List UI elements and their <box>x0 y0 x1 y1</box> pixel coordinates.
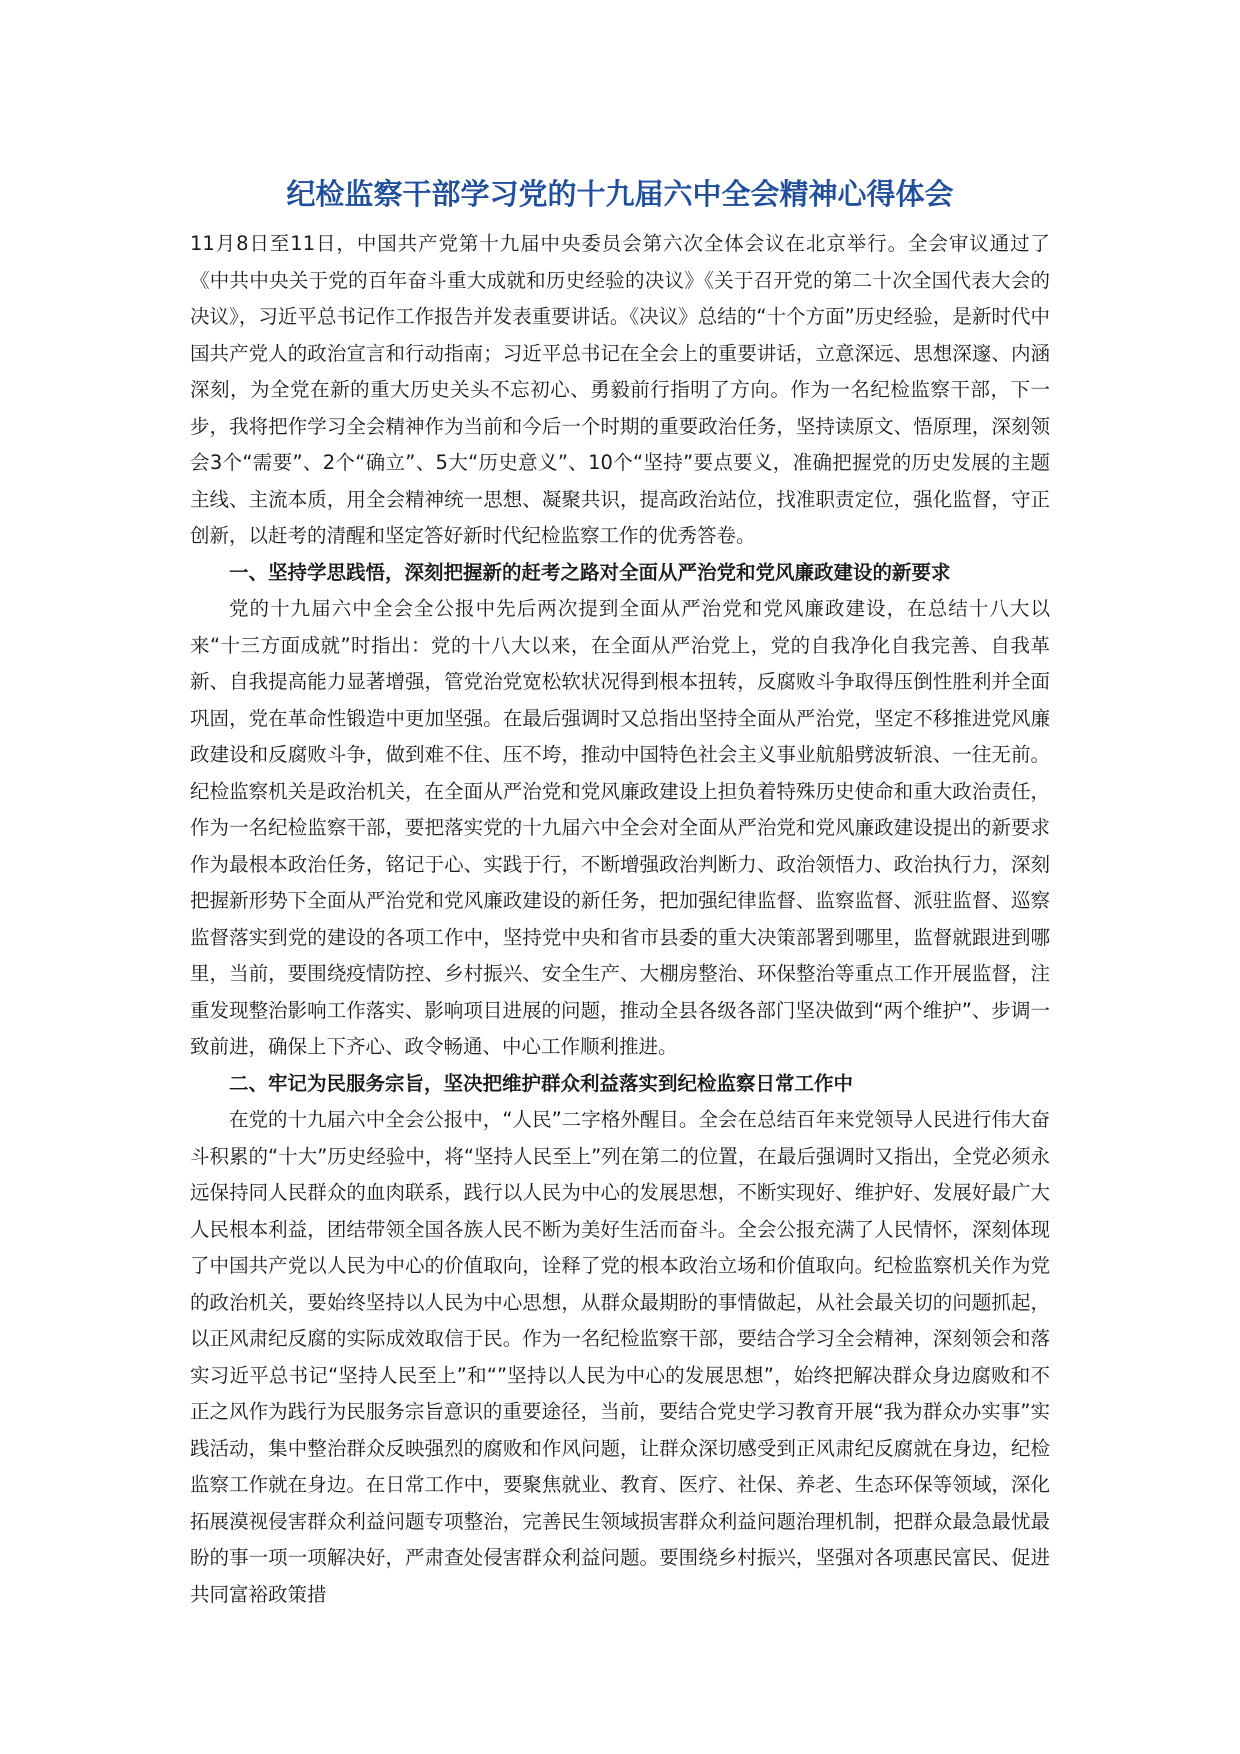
section-1-heading: 一、坚持学思践悟，深刻把握新的赶考之路对全面从严治党和党风廉政建设的新要求 <box>229 560 951 584</box>
section-2-heading: 二、牢记为民服务宗旨，坚决把维护群众利益落实到纪检监察日常工作中 <box>229 1071 854 1095</box>
document-title: 纪检监察干部学习党的十九届六中全会精神心得体会 <box>286 177 954 211</box>
intro-paragraph: 11月8日至11日，中国共产党第十九届中央委员会第六次全体会议在北京举行。全会审议通过了《中共中央关于党的百年奋斗重大成就和历史经验的决议》《关于召开党的第二十次全国代表大会的决议》，习近平总书记作工作报告并发表重要讲话。《决议》总结的“十个方面”历史经验，是新时代中国共产党人的政治宣言和行动指南；习近平总书记在全会上的重要讲话，立意深远、思想深邃、内涵深刻，为全党在新的重大历史关头不忘初心、勇毅前行指明了方向。作为一名纪检监察干部，下一步，我将把作学习全会精神作为当前和今后一个时期的重要政治任务，坚持读原文、悟原理，深刻领会3个“需要”、2个“确立”、5大“历史意义”、10个“坚持”要点要义，准确把握党的历史发展的主题主线、主流本质，用全会精神统一思想、凝聚共识，提高政治站位，找准职责定位，强化监督，守正创新，以赶考的清醒和坚定答好新时代纪检监察工作的优秀答卷。 <box>190 232 1050 547</box>
section-1-paragraph: 党的十九届六中全会全公报中先后两次提到全面从严治党和党风廉政建设，在总结十八大以来“十三方面成就”时指出：党的十八大以来，在全面从严治党上，党的自我净化自我完善、自我革新、自我提高能力显著增强，管党治党宽松软状况得到根本扭转，反腐败斗争取得压倒性胜利并全面巩固，党在革命性锻造中更加坚强。在最后强调时又总指出坚持全面从严治党，坚定不移推进党风廉政建设和反腐败斗争，做到难不住、压不垮，推动中国特色社会主义事业航船劈波斩浪、一往无前。纪检监察机关是政治机关，在全面从严治党和党风廉政建设上担负着特殊历史使命和重大政治责任，作为一名纪检监察干部，要把落实党的十九届六中全会对全面从严治党和党风廉政建设提出的新要求作为最根本政治任务，铭记于心、实践于行，不断增强政治判断力、政治领悟力、政治执行力，深刻把握新形势下全面从严治党和党风廉政建设的新任务，把加强纪律监督、监察监督、派驻监督、巡察监督落实到党的建设的各项工作中，坚持党中央和省市县委的重大决策部署到哪里，监督就跟进到哪里，当前，要围绕疫情防控、乡村振兴、安全生产、大棚房整治、环保整治等重点工作开展监督，注重发现整治影响工作落实、影响项目进展的问题，推动全县各级各部门坚决做到“两个维护”、步调一致前进，确保上下齐心、政令畅通、中心工作顺利推进。 <box>190 597 1050 1058</box>
section-2-paragraph: 在党的十九届六中全会公报中，“人民”二字格外醒目。全会在总结百年来党领导人民进行伟大奋斗积累的“十大”历史经验中，将“坚持人民至上”列在第二的位置，在最后强调时又指出，全党必须永远保持同人民群众的血肉联系，践行以人民为中心的发展思想，不断实现好、维护好、发展好最广大人民根本利益，团结带领全国各族人民不断为美好生活而奋斗。全会公报充满了人民情怀，深刻体现了中国共产党以人民为中心的价值取向，诠释了党的根本政治立场和价值取向。纪检监察机关作为党的政治机关，要始终坚持以人民为中心思想，从群众最期盼的事情做起，从社会最关切的问题抓起，以正风肃纪反腐的实际成效取信于民。作为一名纪检监察干部，要结合学习全会精神，深刻领会和落实习近平总书记“坚持人民至上”和“”坚持以人民为中心的发展思想”，始终把解决群众身边腐败和不正之风作为践行为民服务宗旨意识的重要途径，当前，要结合党史学习教育开展“我为群众办实事”实践活动，集中整治群众反映强烈的腐败和作风问题，让群众深切感受到正风肃纪反腐就在身边，纪检监察工作就在身边。在日常工作中，要聚焦就业、教育、医疗、社保、养老、生态环保等领域，深化拓展漠视侵害群众利益问题专项整治，完善民生领域损害群众利益问题治理机制，把群众最急最忧最盼的事一项一项解决好，严肃查处侵害群众利益问题。要围绕乡村振兴，坚强对各项惠民富民、促进共同富裕政策措 <box>190 1108 1050 1606</box>
document-page <box>190 172 1050 1613</box>
